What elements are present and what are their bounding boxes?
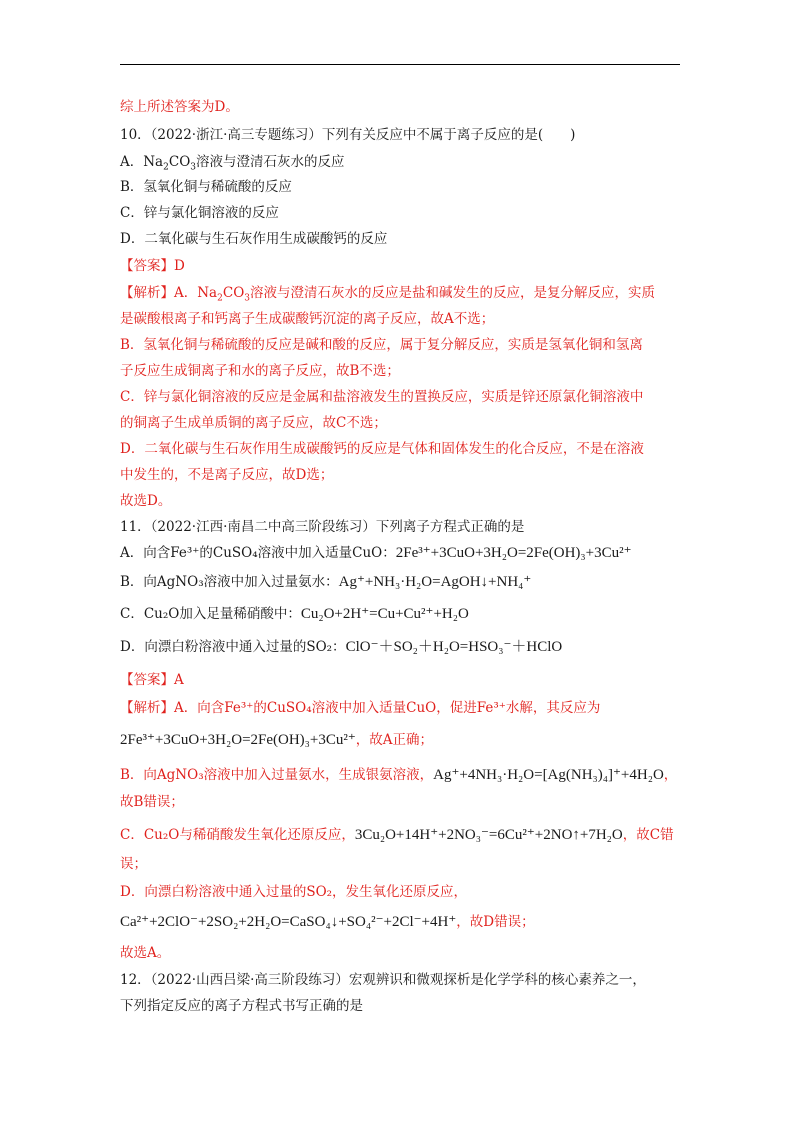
- q10-analysis-6: 的铜离子生成单质铜的离子反应，故C不选；: [120, 415, 387, 431]
- q10-option-a: A．$Na_2CO_3$溶液与澄清石灰水的反应: [120, 154, 345, 173]
- q10-answer: 【答案】D: [120, 258, 185, 274]
- q11-analysis-b: B．向AgNO₃溶液中加入过量氨水，生成银氨溶液，Ag⁺+4NH₃·H₂O=[Ag(NH₃)₄]⁺+4H₂O，: [120, 767, 678, 783]
- q10-analysis-7: D．二氧化碳与生石灰作用生成碳酸钙的反应是气体和固体发生的化合反应，不是在溶液: [120, 441, 644, 457]
- q11-analysis-c-end: 误；: [120, 856, 147, 872]
- q11-analysis-a-equation: 2Fe³⁺+3CuO+3H₂O=2Fe(OH)₃+3Cu²⁺，故A正确；: [120, 732, 434, 748]
- q10-option-c: C．锌与氯化铜溶液的反应: [120, 205, 279, 221]
- q11-analysis-a: 【解析】A．向含Fe³⁺的CuSO₄溶液中加入适量CuO，促进Fe³⁺水解，其反应为: [120, 700, 601, 716]
- q10-analysis-2: 是碳酸根离子和钙离子生成碳酸钙沉淀的离子反应，故A不选；: [120, 311, 495, 327]
- q10-analysis-3: B．氢氧化铜与稀硫酸的反应是碱和酸的反应，属于复分解反应，实质是氢氧化铜和氢离: [120, 337, 643, 353]
- q11-analysis-d-equation: Ca²⁺+2ClO⁻+2SO₂+2H₂O=CaSO₄↓+SO₄²⁻+2Cl⁻+4H⁺，故D错误；: [120, 914, 535, 930]
- q10-analysis-5: C．锌与氯化铜溶液的反应是金属和盐溶液发生的置换反应，实质是锌还原氯化铜溶液中: [120, 389, 644, 405]
- q11-analysis-b-end: 故B错误；: [120, 794, 184, 810]
- q11-analysis-d: D．向漂白粉溶液中通入过量的SO₂，发生氧化还原反应，: [120, 884, 468, 900]
- q9-conclusion: 综上所述答案为D。: [120, 99, 239, 115]
- header-rule: [120, 64, 680, 65]
- q11-option-b: B．向AgNO₃溶液中加入过量氨水：Ag⁺+NH₃·H₂O=AgOH↓+NH₄⁺: [120, 574, 532, 590]
- q12-stem-1: 12．（2022·山西吕梁·高三阶段练习）宏观辨识和微观探析是化学学科的核心素养之一，: [120, 972, 646, 988]
- q11-option-d: D．向漂白粉溶液中通入过量的SO₂：ClO⁻＋SO₂＋H₂O=HSO₃⁻＋HClO: [120, 639, 563, 655]
- q11-analysis-c: C．Cu₂O与稀硝酸发生氧化还原反应，3Cu₂O+14H⁺+2NO₃⁻=6Cu²⁺+2NO↑+7H₂O，故C错: [120, 827, 674, 843]
- q10-analysis-4: 子反应生成铜离子和水的离子反应，故B不选；: [120, 363, 400, 379]
- q11-answer: 【答案】A: [120, 672, 184, 688]
- q10-conclusion: 故选D。: [120, 493, 172, 509]
- q12-stem-2: 下列指定反应的离子方程式书写正确的是: [120, 998, 363, 1014]
- q10-option-d: D．二氧化碳与生石灰作用生成碳酸钙的反应: [120, 231, 388, 247]
- q11-option-a: A．向含Fe³⁺的CuSO₄溶液中加入适量CuO：2Fe³⁺+3CuO+3H₂O=2Fe(OH)₃+3Cu²⁺: [120, 545, 632, 561]
- q10-option-b: B．氢氧化铜与稀硫酸的反应: [120, 179, 292, 195]
- q11-conclusion: 故选A。: [120, 945, 171, 961]
- q10-stem: 10．（2022·浙江·高三专题练习）下列有关反应中不属于离子反应的是( ): [120, 127, 576, 143]
- q10-analysis-1: 【解析】A．$Na_2CO_3$溶液与澄清石灰水的反应是盐和碱发生的反应，是复分解反应，实质: [120, 285, 655, 304]
- q10-analysis-8: 中发生的，不是离子反应，故D选；: [120, 467, 334, 483]
- q11-option-c: C．Cu₂O加入足量稀硝酸中：Cu₂O+2H⁺=Cu+Cu²⁺+H₂O: [120, 606, 469, 622]
- q11-stem: 11．（2022·江西·南昌二中高三阶段练习）下列离子方程式正确的是: [120, 519, 525, 535]
